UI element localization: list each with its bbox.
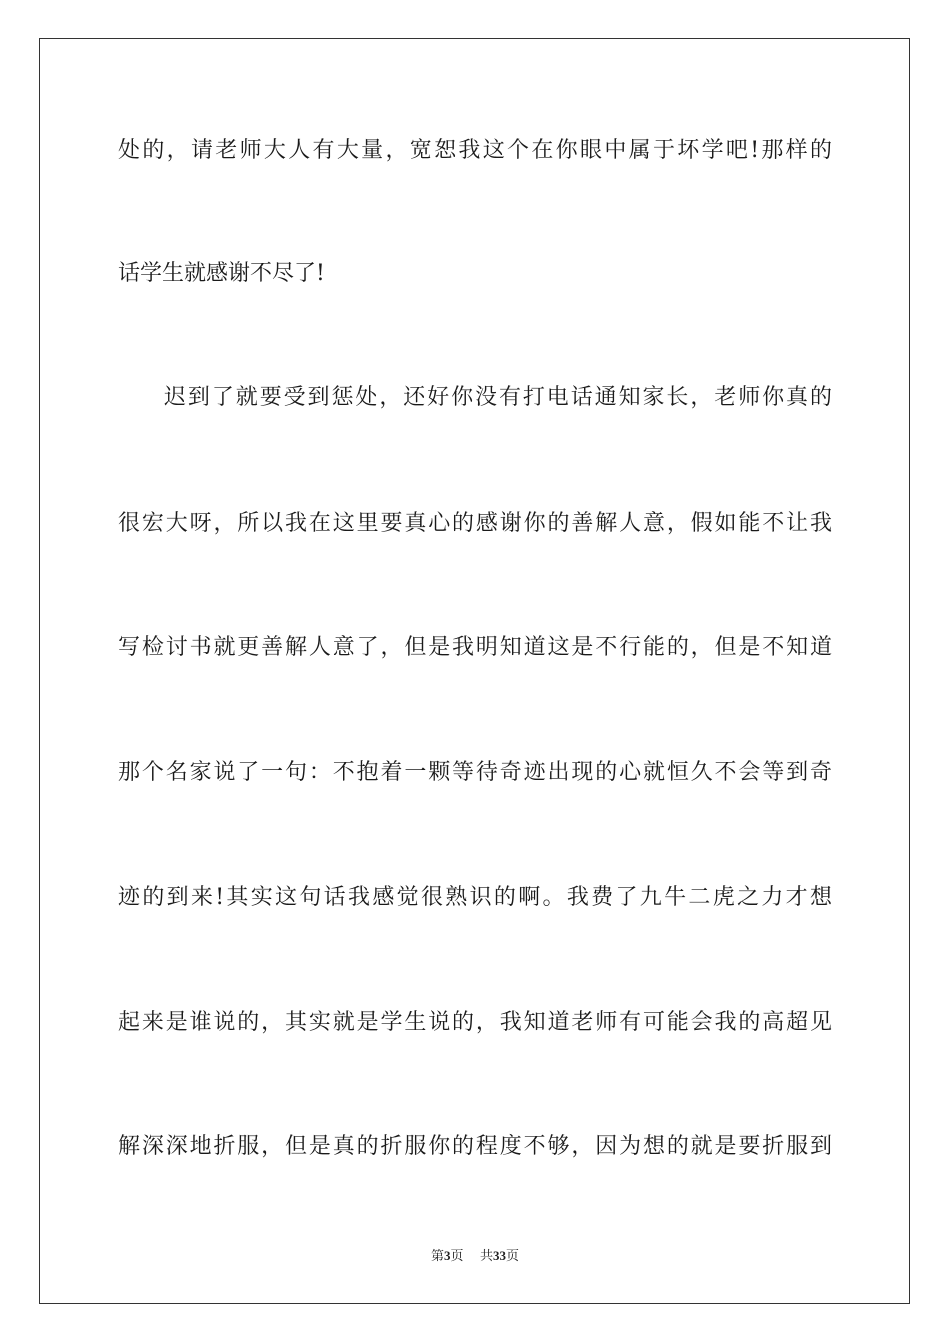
total-label-prefix: 共 — [480, 1249, 494, 1264]
text-line-1: 处的，请老师大人有大量，宽恕我这个在你眼中属于坏学吧!那样的 — [118, 138, 832, 163]
text-line-5: 写检讨书就更善解人意了，但是我明知道这是不行能的，但是不知道 — [118, 635, 832, 660]
text-line-2: 话学生就感谢不尽了! — [118, 261, 325, 286]
page-border — [39, 38, 910, 1304]
total-pages: 33 — [493, 1248, 507, 1263]
page-number: 3 — [443, 1248, 451, 1263]
page-footer — [0, 1247, 950, 1266]
page-label-suffix: 页 — [450, 1249, 464, 1264]
text-line-8: 起来是谁说的，其实就是学生说的，我知道老师有可能会我的高超见 — [118, 1010, 832, 1035]
text-line-3: 迟到了就要受到惩处，还好你没有打电话通知家长，老师你真的 — [164, 385, 832, 410]
page-label-prefix: 第 — [430, 1249, 444, 1264]
text-line-6: 那个名家说了一句：不抱着一颗等待奇迹出现的心就恒久不会等到奇 — [118, 760, 832, 785]
total-label-suffix: 页 — [506, 1249, 520, 1264]
text-line-7: 迹的到来!其实这句话我感觉很熟识的啊。我费了九牛二虎之力才想 — [118, 885, 832, 910]
text-line-9: 解深深地折服，但是真的折服你的程度不够，因为想的就是要折服到 — [118, 1134, 832, 1159]
text-line-4: 很宏大呀，所以我在这里要真心的感谢你的善解人意，假如能不让我 — [118, 511, 832, 536]
